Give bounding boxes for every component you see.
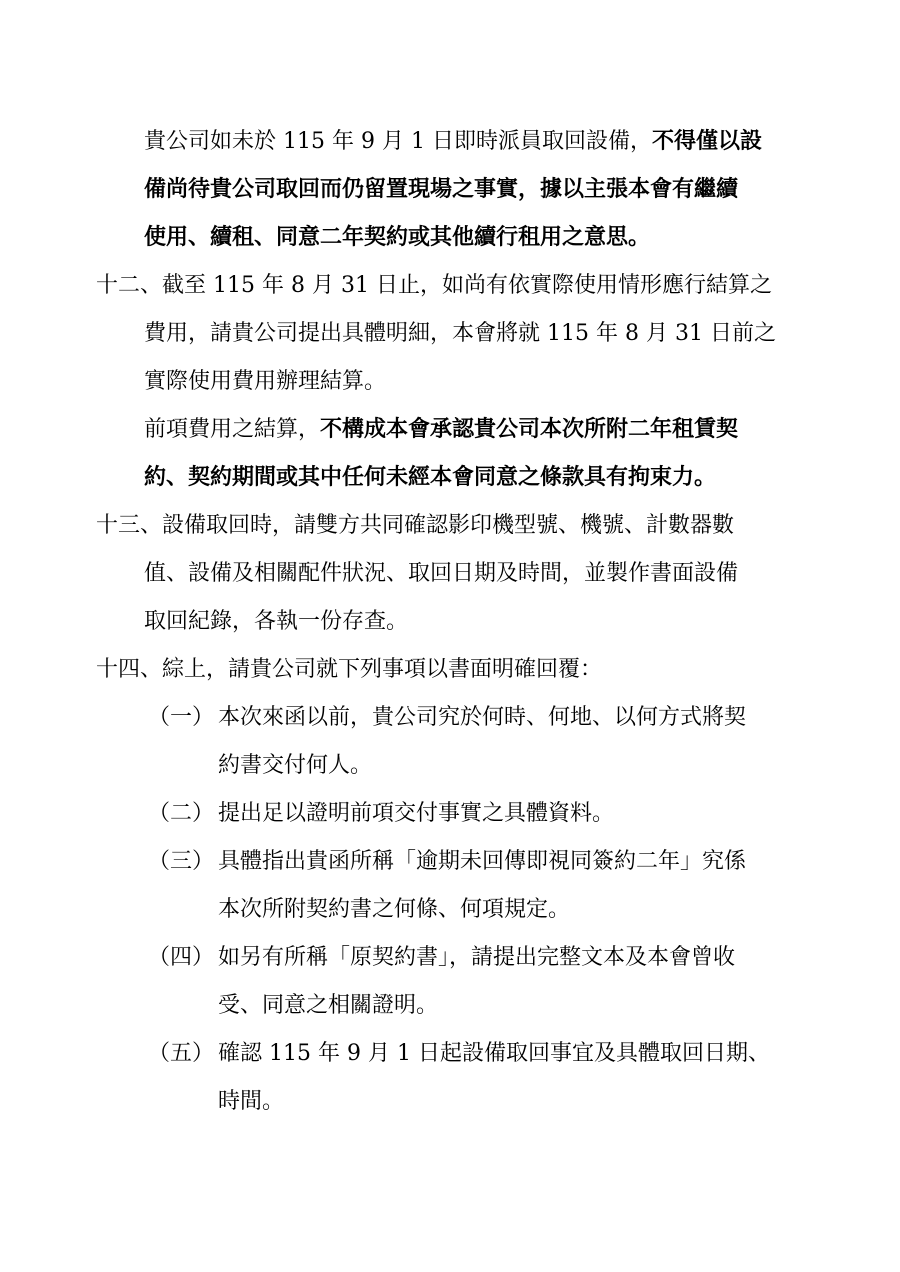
section-12-line-2: 費用，請貴公司提出具體明細，本會將就 115 年 8 月 31 日前之 [144, 321, 776, 346]
list-item-5-line-1: （五） 確認 115 年 9 月 1 日起設備取回事宜及具體取回日期、 [148, 1041, 770, 1066]
section-11-line-3: 使用、續租、同意二年契約或其他續行租用之意思。 [144, 225, 651, 250]
section-14-intro: 十四、綜上，請貴公司就下列事項以書面明確回覆： [96, 657, 603, 682]
list-item-5-marker: （五） [148, 1041, 215, 1066]
list-item-2-line-1: （二） 提出足以證明前項交付事實之具體資料。 [148, 801, 615, 826]
list-item-4-marker: （四） [148, 945, 215, 970]
list-item-5-line-2: 時間。 [218, 1089, 285, 1114]
section-11-line-1: 貴公司如未於 115 年 9 月 1 日即時派員取回設備，不得僅以設 [144, 129, 762, 154]
section-12-marker: 十二、 [96, 273, 163, 298]
section-13-line-2: 值、設備及相關配件狀況、取回日期及時間，並製作書面設備 [144, 561, 739, 586]
list-item-3-line-1: （三） 具體指出貴函所稱「逾期未回傳即視同簽約二年」究係 [148, 849, 747, 874]
list-item-1-line-2: 約書交付何人。 [218, 753, 373, 778]
section-12-line-3: 實際使用費用辦理結算。 [144, 369, 387, 394]
section-13-line-1: 十三、設備取回時，請雙方共同確認影印機型號、機號、計數器數 [96, 513, 735, 538]
list-item-4-line-2: 受、同意之相關證明。 [218, 993, 439, 1018]
section-11-line-2: 備尚待貴公司取回而仍留置現場之事實，據以主張本會有繼續 [144, 177, 739, 202]
section-12-line-1: 十二、截至 115 年 8 月 31 日止，如尚有依實際使用情形應行結算之 [96, 273, 772, 298]
list-item-1-line-1: （一） 本次來函以前，貴公司究於何時、何地、以何方式將契 [148, 705, 747, 730]
list-item-4-line-1: （四） 如另有所稱「原契約書」，請提出完整文本及本會曾收 [148, 945, 736, 970]
section-12-para2-line-1: 前項費用之結算，不構成本會承認貴公司本次所附二年租賃契 [144, 417, 739, 442]
list-item-3-marker: （三） [148, 849, 215, 874]
list-item-2-marker: （二） [148, 801, 215, 826]
list-item-3-line-2: 本次所附契約書之何條、何項規定。 [218, 897, 571, 922]
section-13-marker: 十三、 [96, 513, 163, 538]
list-item-1-marker: （一） [148, 705, 215, 730]
section-13-line-3: 取回紀錄，各執一份存查。 [144, 609, 409, 634]
section-12-para2-line-2: 約、契約期間或其中任何未經本會同意之條款具有拘束力。 [144, 465, 717, 490]
section-14-marker: 十四、 [96, 657, 163, 682]
